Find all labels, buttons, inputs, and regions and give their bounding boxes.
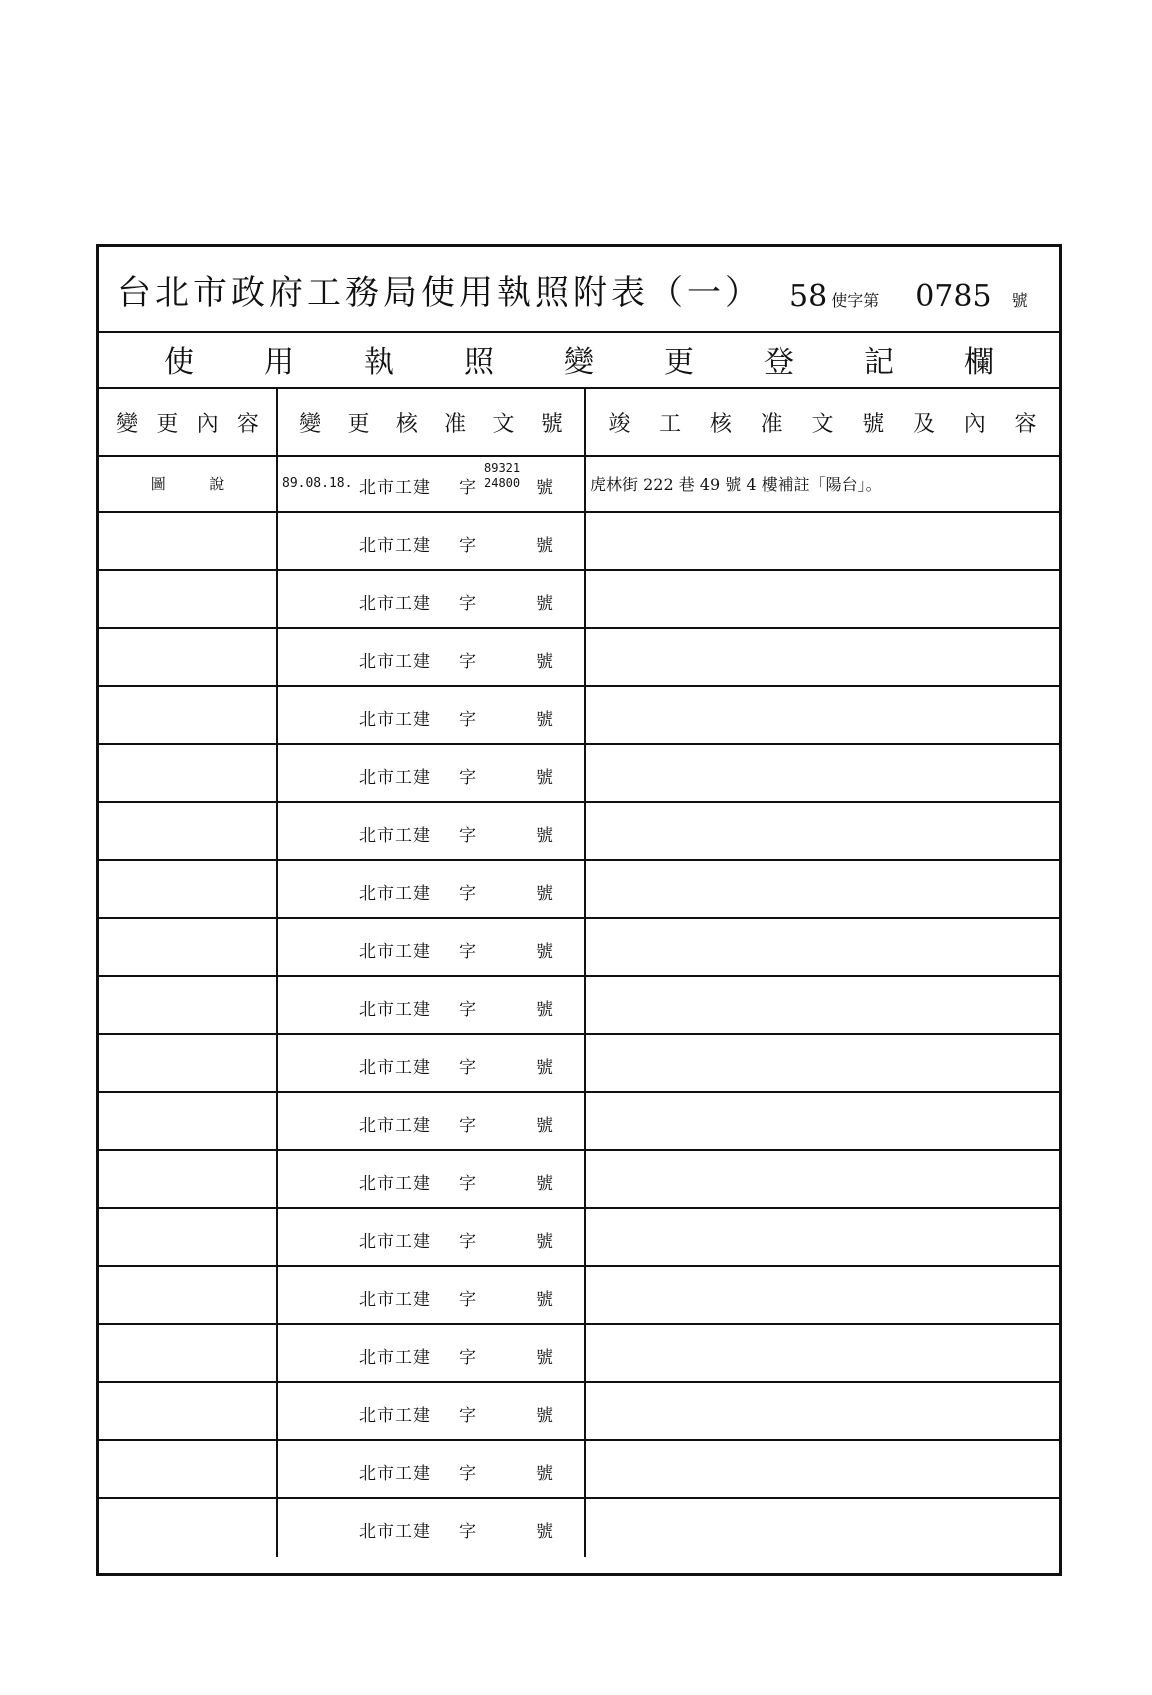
change-content-cell	[99, 745, 278, 801]
banner-char: 使	[164, 345, 194, 380]
approval-number-cell	[278, 1035, 586, 1091]
column-header-row	[99, 389, 1059, 457]
office-prefix: 北市工建	[359, 710, 431, 730]
hao-label: 號	[536, 1058, 553, 1078]
change-content-cell	[99, 1441, 278, 1497]
office-prefix: 北市工建	[359, 1174, 431, 1194]
approval-number-cell	[278, 1325, 586, 1381]
header-char: 號	[862, 411, 885, 437]
approval-number-cell	[278, 803, 586, 859]
office-prefix: 北市工建	[359, 826, 431, 846]
table-row	[99, 745, 1059, 803]
document-number-line1: 89321	[484, 461, 521, 475]
table-row	[99, 687, 1059, 745]
office-prefix: 北市工建	[359, 1406, 431, 1426]
approval-number-cell	[278, 513, 586, 569]
approval-number-cell	[278, 1093, 586, 1149]
hao-label: 號	[536, 1116, 553, 1136]
hao-label: 號	[536, 826, 553, 846]
header-char: 更	[156, 411, 179, 437]
zi-label: 字	[459, 594, 476, 614]
completion-cell	[586, 513, 1059, 569]
completion-cell	[586, 687, 1059, 743]
table-row	[99, 919, 1059, 977]
zi-label: 字	[459, 1174, 476, 1194]
table-row	[99, 1499, 1059, 1557]
permit-year: 58	[789, 279, 828, 314]
completion-cell	[586, 1325, 1059, 1381]
completion-cell	[586, 861, 1059, 917]
approval-number-cell	[278, 1499, 586, 1557]
header-char: 更	[347, 411, 370, 437]
banner-char: 執	[364, 345, 394, 380]
banner-char: 照	[464, 345, 494, 380]
table-row	[99, 1151, 1059, 1209]
header-char: 核	[395, 411, 418, 437]
hao-label: 號	[536, 884, 553, 904]
table-row	[99, 1441, 1059, 1499]
approval-number-cell	[278, 745, 586, 801]
change-content-cell	[99, 1383, 278, 1439]
change-content-cell	[99, 1325, 278, 1381]
hao-label: 號	[536, 652, 553, 672]
hao-label: 號	[536, 1464, 553, 1484]
zi-label: 字	[459, 536, 476, 556]
change-content-cell	[99, 1499, 278, 1557]
completion-content: 虎林街 222 巷 49 號 4 樓補註「陽台」。	[590, 475, 882, 494]
office-prefix: 北市工建	[359, 1058, 431, 1078]
completion-cell	[586, 629, 1059, 685]
hao-label: 號	[536, 1000, 553, 1020]
zi-label: 字	[459, 1406, 476, 1426]
change-content-cell	[99, 1035, 278, 1091]
header-char: 內	[963, 411, 986, 437]
hao-label: 號	[536, 710, 553, 730]
header-char: 容	[1014, 411, 1037, 437]
completion-cell	[586, 1499, 1059, 1557]
zi-label: 字	[459, 1232, 476, 1252]
permit-number	[789, 279, 1028, 314]
office-prefix: 北市工建	[359, 594, 431, 614]
change-content-cell	[99, 1151, 278, 1207]
completion-cell	[586, 1383, 1059, 1439]
zi-label: 字	[459, 1000, 476, 1020]
header-char: 內	[196, 411, 219, 437]
banner-char: 欄	[964, 345, 994, 380]
hao-label: 號	[536, 768, 553, 788]
title-row	[99, 247, 1059, 333]
hao-label: 號	[536, 1174, 553, 1194]
table-row	[99, 1325, 1059, 1383]
office-prefix: 北市工建	[359, 768, 431, 788]
table-row	[99, 455, 1059, 513]
header-char: 號	[540, 411, 563, 437]
document-number	[484, 461, 520, 491]
form-title: 台北市政府工務局使用執照附表（一）	[117, 273, 763, 313]
completion-cell	[586, 745, 1059, 801]
table-row	[99, 629, 1059, 687]
table-row	[99, 513, 1059, 571]
banner-char: 更	[664, 345, 694, 380]
approval-number-cell	[278, 919, 586, 975]
hao-label: 號	[536, 1290, 553, 1310]
banner-char: 記	[864, 345, 894, 380]
approval-number-cell	[278, 687, 586, 743]
banner-char: 登	[764, 345, 794, 380]
hao-label: 號	[536, 1232, 553, 1252]
zi-label: 字	[459, 1116, 476, 1136]
change-content-cell	[99, 1267, 278, 1323]
header-approval-number	[278, 389, 586, 455]
change-content-cell	[99, 455, 278, 511]
change-content-cell	[99, 803, 278, 859]
hao-label: 號	[536, 942, 553, 962]
header-char: 容	[236, 411, 259, 437]
change-content-cell	[99, 977, 278, 1033]
office-prefix: 北市工建	[359, 1000, 431, 1020]
zi-label: 字	[459, 652, 476, 672]
zi-label: 字	[459, 768, 476, 788]
hao-label: 號	[536, 1406, 553, 1426]
completion-cell	[586, 1441, 1059, 1497]
header-char: 文	[492, 411, 515, 437]
header-char: 文	[811, 411, 834, 437]
zi-label: 字	[459, 1522, 476, 1542]
hao-label: 號	[536, 1522, 553, 1542]
approval-number-cell	[278, 1383, 586, 1439]
approval-number-cell	[278, 977, 586, 1033]
header-char: 准	[760, 411, 783, 437]
banner-char: 用	[264, 345, 294, 380]
zi-label: 字	[459, 478, 476, 498]
zi-label: 字	[459, 826, 476, 846]
change-content-cell	[99, 687, 278, 743]
banner-char: 變	[564, 345, 594, 380]
header-char: 工	[659, 411, 682, 437]
zi-label: 字	[459, 942, 476, 962]
permit-serial: 0785	[915, 279, 992, 314]
office-prefix: 北市工建	[359, 884, 431, 904]
completion-cell	[586, 1151, 1059, 1207]
office-prefix: 北市工建	[359, 1116, 431, 1136]
completion-cell	[586, 919, 1059, 975]
completion-cell	[586, 1209, 1059, 1265]
office-prefix: 北市工建	[359, 1290, 431, 1310]
zi-label: 字	[459, 884, 476, 904]
table-row	[99, 803, 1059, 861]
office-prefix: 北市工建	[359, 942, 431, 962]
office-prefix: 北市工建	[359, 1348, 431, 1368]
completion-cell	[586, 1035, 1059, 1091]
approval-number-cell	[278, 1441, 586, 1497]
zi-label: 字	[459, 1464, 476, 1484]
zi-label: 字	[459, 1290, 476, 1310]
approval-number-cell	[278, 1151, 586, 1207]
zi-label: 字	[459, 710, 476, 730]
permit-attachment-form	[96, 244, 1062, 1576]
approval-number-cell	[278, 1267, 586, 1323]
hao-label: 號	[536, 478, 553, 498]
table-row	[99, 1209, 1059, 1267]
table-row	[99, 977, 1059, 1035]
office-prefix: 北市工建	[359, 1464, 431, 1484]
document-number-line2: 24800	[484, 476, 521, 490]
permit-word: 使字第	[831, 291, 880, 310]
header-char: 及	[912, 411, 935, 437]
office-prefix: 北市工建	[359, 536, 431, 556]
header-char: 竣	[608, 411, 631, 437]
header-completion	[586, 389, 1059, 455]
header-char: 准	[444, 411, 467, 437]
office-prefix: 北市工建	[359, 652, 431, 672]
change-type-char: 說	[209, 474, 225, 493]
header-char: 變	[299, 411, 322, 437]
office-prefix: 北市工建	[359, 1232, 431, 1252]
registration-rows	[99, 455, 1059, 1557]
change-content-cell	[99, 629, 278, 685]
change-content-cell	[99, 1093, 278, 1149]
permit-suffix: 號	[1011, 291, 1028, 310]
completion-cell	[586, 977, 1059, 1033]
change-content-cell	[99, 861, 278, 917]
approval-number-cell	[278, 629, 586, 685]
change-content-cell	[99, 919, 278, 975]
approval-number-cell	[278, 1209, 586, 1265]
approval-number-cell	[278, 571, 586, 627]
office-prefix: 北市工建	[359, 478, 431, 498]
completion-cell	[586, 1267, 1059, 1323]
office-prefix: 北市工建	[359, 1522, 431, 1542]
table-row	[99, 1267, 1059, 1325]
zi-label: 字	[459, 1058, 476, 1078]
table-row	[99, 571, 1059, 629]
header-char: 核	[709, 411, 732, 437]
table-row	[99, 1383, 1059, 1441]
header-change-content	[99, 389, 278, 455]
hao-label: 號	[536, 594, 553, 614]
approval-number-cell	[278, 861, 586, 917]
table-row	[99, 1035, 1059, 1093]
table-row	[99, 861, 1059, 919]
completion-cell	[586, 1093, 1059, 1149]
hao-label: 號	[536, 1348, 553, 1368]
approval-number-cell	[278, 455, 586, 511]
hao-label: 號	[536, 536, 553, 556]
header-char: 變	[116, 411, 139, 437]
completion-cell	[586, 803, 1059, 859]
change-content-cell	[99, 571, 278, 627]
change-content-cell	[99, 513, 278, 569]
table-row	[99, 1093, 1059, 1151]
completion-cell	[586, 455, 1059, 511]
approval-date: 89.08.18.	[282, 476, 353, 491]
completion-cell	[586, 571, 1059, 627]
change-content-cell	[99, 1209, 278, 1265]
zi-label: 字	[459, 1348, 476, 1368]
change-type-char: 圖	[150, 474, 166, 493]
change-registration-banner	[99, 331, 1059, 389]
